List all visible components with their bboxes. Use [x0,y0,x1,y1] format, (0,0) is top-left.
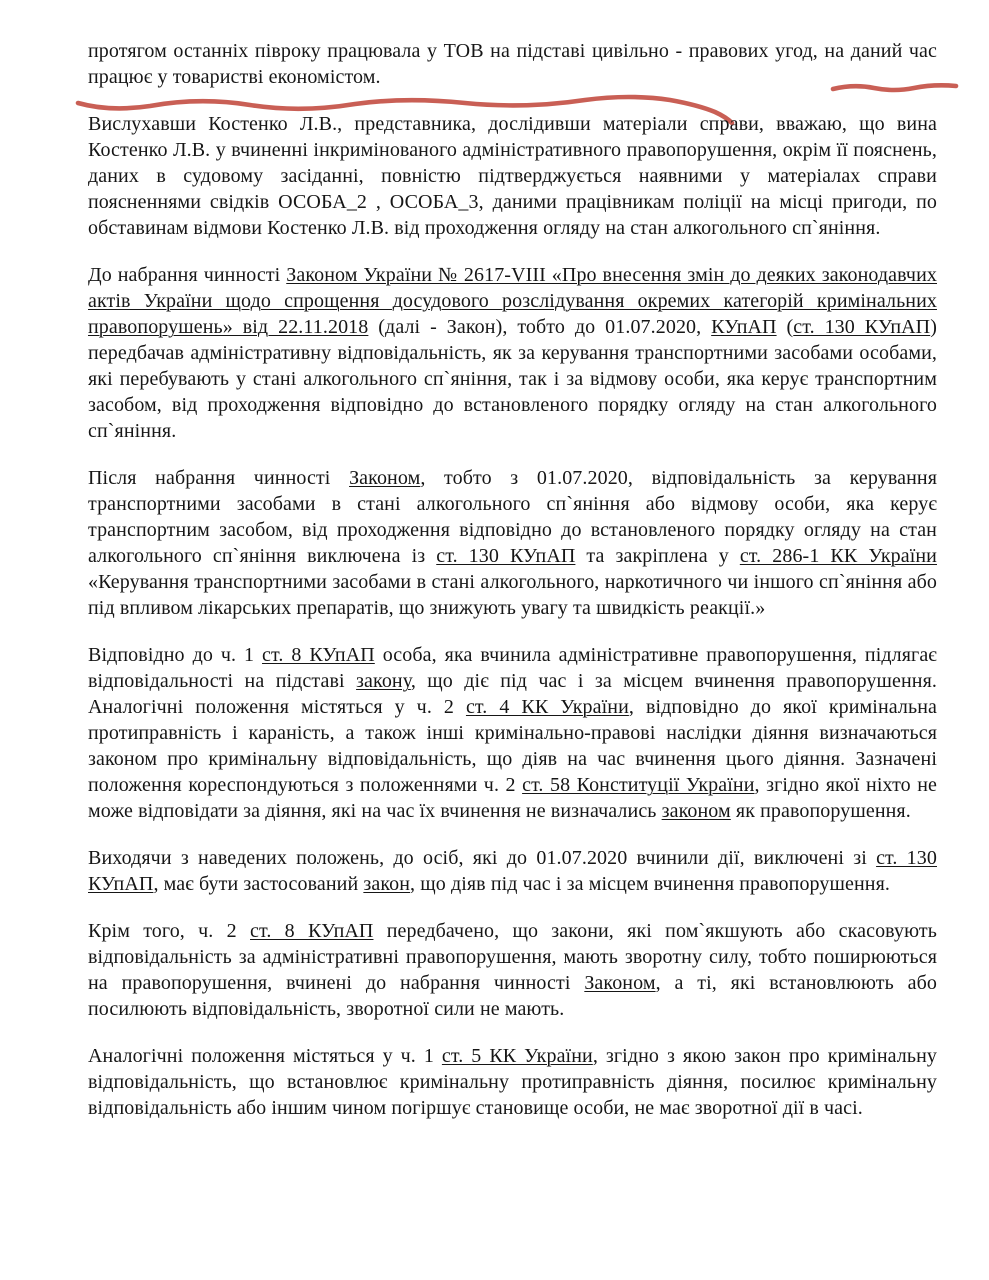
text-segment: До набрання чинності [88,264,287,286]
paragraph-2 [88,111,937,241]
paragraph-7 [88,918,937,1022]
text-segment: Після набрання чинності [88,467,350,489]
text-segment: Вислухавши Костенко Л.В., представника, дослідивши матеріали справи, вважаю, що вина Костенко Л.В. у вчиненні інкримінованого адміністративного правопорушення, окрім її пояснень, даних в судовому засіданні, повністю підтверджується наявними у матеріалах справи поясненнями свідків ОСОБА_2 , ОСОБА_3, даними працівникам поліції на місці пригоди, по обставинам відмови Костенко Л.В. від проходження огляду на стан алкогольного сп`яніння. [88,113,937,239]
text-segment: та закріплена у [575,545,740,567]
paragraph-5 [88,642,937,824]
legal-reference-underlined: ст. 130 КУпАП [88,847,937,895]
text-segment: , відповідно до якої кримінальна протиправність і караність, а також інші кримінально-правові наслідки діяння визначаються законом про кримінальну відповідальність, що діяв на час вчинення цього діяння. Зазначені положення кореспондуються з положеннями ч. 2 [88,696,937,796]
text-segment: Крім того, ч. 2 [88,920,251,942]
text-segment: Виходячи з наведених положень, до осіб, які до 01.07.2020 вчинили дії, виключені зі [88,847,877,869]
text-segment: як правопорушення. [730,800,911,822]
text-segment: ( [776,316,794,338]
text-segment: протягом останніх півроку працювала у ТОВ на підставі цивільно - правових угод, на даний час працює у товаристві економістом. [88,40,937,88]
legal-reference-underlined: Законом [349,467,421,489]
document-body [88,38,937,1142]
paragraph-1 [88,38,937,90]
text-segment: ) передбачав адміністративну відповідальність, як за керування транспортними засобами особами, які перебувають у стані алкогольного сп`яніння, так і за відмову особи, яка керує транспортним засобом, від проходження відповідно до встановленого порядку огляду на стан алкогольного сп`яніння. [88,316,937,442]
text-segment: передбачено, що закони, які пом`якшують або скасовують відповідальність за адміністративні правопорушення, мають зворотну силу, тобто поширюються на правопорушення, вчинені до набрання чинності [88,920,937,994]
legal-reference-underlined: законом [661,800,731,822]
text-segment: , має бути застосований [153,873,364,895]
legal-reference-underlined: закон [363,873,411,895]
legal-reference-underlined: Законом України № 2617-VIII «Про внесення змін до деяких законодавчих актів України щодо спрощення досудового розслідування окремих категорій кримінальних правопорушень» від 22.11.2018 [88,264,937,338]
paragraph-4 [88,465,937,621]
paragraph-3 [88,262,937,444]
legal-reference-underlined: Законом [584,972,656,994]
text-segment: (далі - Закон), тобто до 01.07.2020, [368,316,712,338]
legal-reference-underlined: ст. 286-1 КК України [739,545,937,567]
text-segment: Аналогічні положення містяться у ч. 1 [88,1045,442,1067]
legal-reference-underlined: закону [356,670,411,692]
text-segment: особа, яка вчинила адміністративне правопорушення, підлягає відповідальності на підставі [88,644,937,692]
text-segment: , згідно з якою закон про кримінальну відповідальність, що встановлює кримінальну протиправність діяння, посилює кримінальну відповідальність або іншим чином погіршує становище особи, не має зворотної дії в часі. [88,1045,938,1119]
text-segment: , а ті, які встановлюють або посилюють відповідальність, зворотної сили не мають. [88,972,937,1020]
text-segment: , що діяв під час і за місцем вчинення правопорушення. [410,873,890,895]
text-segment: , тобто з 01.07.2020, відповідальність за керування транспортними засобами в стані алкогольного сп`яніння або відмову особи, яка керує транспортним засобом, від проходження відповідно до встановленого порядку огляду на стан алкогольного сп`яніння виключена із [88,467,937,567]
text-segment: , згідно якої ніхто не може відповідати за діяння, які на час їх вчинення не визначались [88,774,938,822]
legal-reference-underlined: ст. 5 КК України [441,1045,593,1067]
legal-reference-underlined: КУпАП [711,316,777,338]
text-segment: , що діє під час і за місцем вчинення правопорушення. Аналогічні положення містяться у ч. 2 [88,670,937,718]
legal-reference-underlined: ст. 130 КУпАП [793,316,931,338]
legal-reference-underlined: ст. 8 КУпАП [262,644,375,666]
legal-reference-underlined: ст. 130 КУпАП [436,545,576,567]
paragraph-8 [88,1043,937,1121]
text-segment: Відповідно до ч. 1 [88,644,263,666]
legal-reference-underlined: ст. 4 КК України [465,696,629,718]
legal-reference-underlined: ст. 58 Конституції України [522,774,755,796]
legal-reference-underlined: ст. 8 КУпАП [250,920,374,942]
text-segment: «Керування транспортними засобами в стані алкогольного, наркотичного чи іншого сп`яніння або під впливом лікарських препаратів, що знижують увагу та швидкість реакції.» [88,571,937,619]
paragraph-6 [88,845,937,897]
